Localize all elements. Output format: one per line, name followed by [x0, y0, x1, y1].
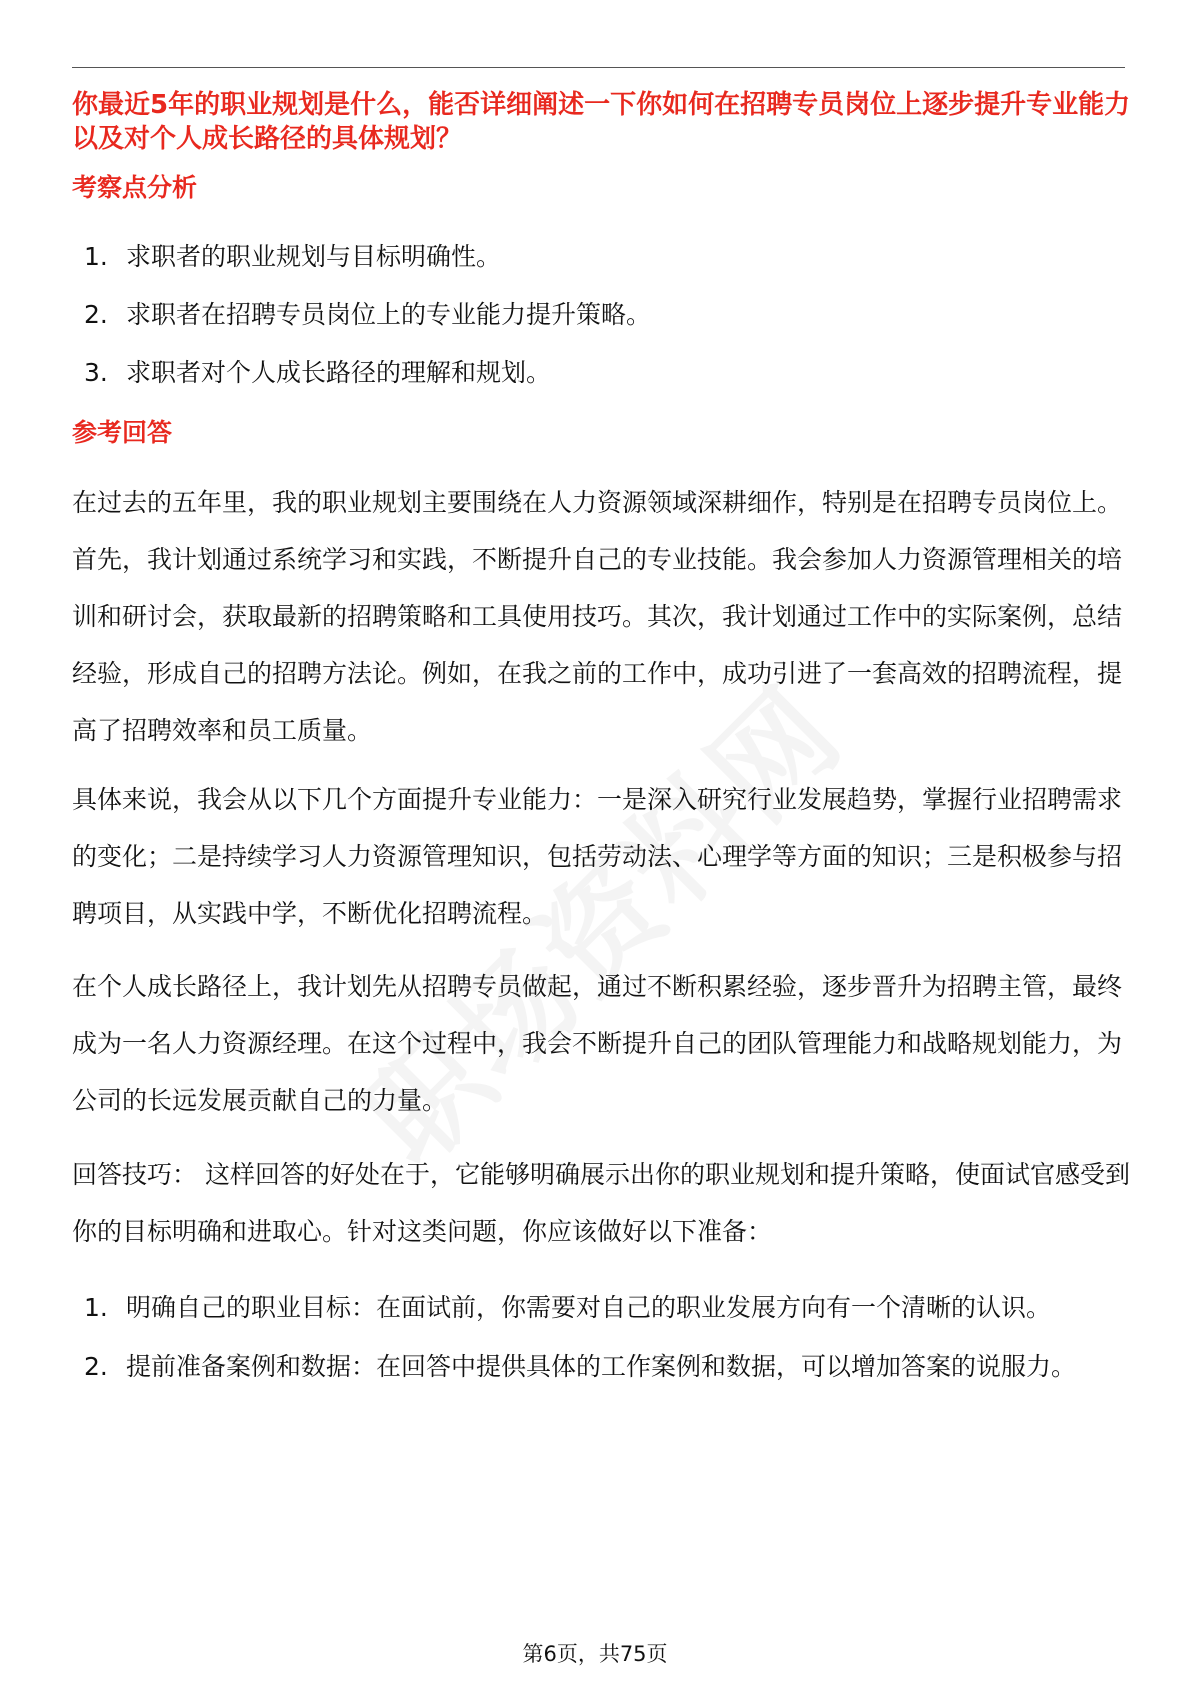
list-item [72, 1338, 1132, 1395]
tips-list [72, 1279, 1132, 1397]
list-text: 提前准备案例和数据：在回答中提供具体的工作案例和数据，可以增加答案的说服力。 [126, 1352, 1077, 1381]
list-number: 3. [84, 358, 108, 387]
answer-tips-intro: 回答技巧： 这样回答的好处在于，它能够明确展示出你的职业规划和提升策略，使面试官感受到你的目标明确和进取心。针对这类问题，你应该做好以下准备： [72, 1160, 1130, 1246]
list-item [72, 355, 1132, 390]
top-divider [72, 67, 1125, 68]
answer-paragraph: 在过去的五年里，我的职业规划主要围绕在人力资源领域深耕细作，特别是在招聘专员岗位上。首先，我计划通过系统学习和实践，不断提升自己的专业技能。我会参加人力资源管理相关的培训和研讨会，获取最新的招聘策略和工具使用技巧。其次，我计划通过工作中的实际案例，总结经验，形成自己的招聘方法论。例如，在我之前的工作中，成功引进了一套高效的招聘流程，提高了招聘效率和员工质量。 [72, 488, 1123, 745]
list-number: 1. [84, 1293, 108, 1322]
list-number: 2. [84, 300, 108, 329]
analysis-list [72, 239, 1132, 413]
list-text: 求职者对个人成长路径的理解和规划。 [126, 358, 552, 387]
answer-paragraph: 在个人成长路径上，我计划先从招聘专员做起，通过不断积累经验，逐步晋升为招聘主管，最终成为一名人力资源经理。在这个过程中，我会不断提升自己的团队管理能力和战略规划能力，为公司的长远发展贡献自己的力量。 [72, 972, 1123, 1115]
analysis-title: 考察点分析 [72, 173, 198, 202]
list-item [72, 239, 1132, 274]
answer-title: 参考回答 [72, 418, 173, 447]
list-number: 1. [84, 242, 108, 271]
answer-paragraph: 具体来说，我会从以下几个方面提升专业能力：一是深入研究行业发展趋势，掌握行业招聘需求的变化；二是持续学习人力资源管理知识，包括劳动法、心理学等方面的知识；三是积极参与招聘项目，从实践中学，不断优化招聘流程。 [72, 785, 1123, 928]
list-number: 2. [84, 1352, 108, 1381]
list-item [72, 297, 1132, 332]
question-heading: 你最近5年的职业规划是什么，能否详细阐述一下你如何在招聘专员岗位上逐步提升专业能力以及对个人成长路径的具体规划？ [72, 90, 1131, 154]
list-text: 求职者的职业规划与目标明确性。 [126, 242, 502, 271]
list-item [72, 1279, 1132, 1336]
page-number: 第6页，共75页 [522, 1642, 668, 1666]
list-text: 求职者在招聘专员岗位上的专业能力提升策略。 [126, 300, 652, 329]
list-text: 明确自己的职业目标：在面试前，你需要对自己的职业发展方向有一个清晰的认识。 [126, 1293, 1052, 1322]
